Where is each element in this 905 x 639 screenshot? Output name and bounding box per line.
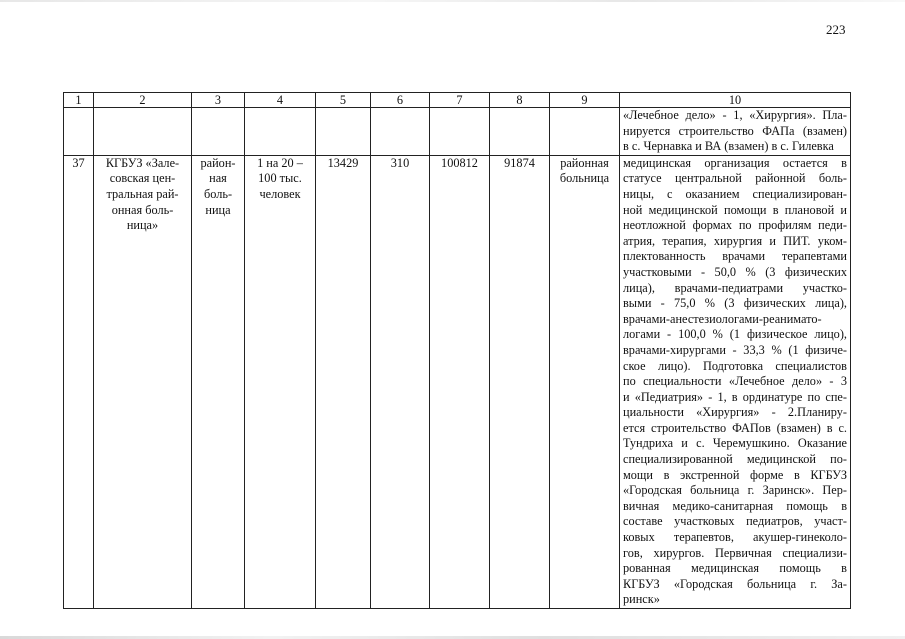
header-cell: 8 bbox=[490, 93, 550, 108]
empty-cell bbox=[245, 108, 316, 156]
description-line: Тундриха и с. Черемушкино. Оказание bbox=[623, 436, 847, 451]
population-norm-cell bbox=[245, 155, 316, 608]
description-line: по специальности «Лечебное дело» - 3 bbox=[623, 374, 847, 389]
organization-type-line: район- bbox=[200, 155, 236, 170]
organization-name-line: совская цен- bbox=[109, 171, 176, 186]
page-number: 223 bbox=[826, 22, 846, 37]
organization-type-line: ница bbox=[205, 202, 231, 217]
header-cell: 7 bbox=[430, 93, 490, 108]
scan-edge-top bbox=[0, 0, 905, 2]
description-line: выми - 75,0 % (3 физических лица), bbox=[623, 296, 847, 311]
description-line: рованная медицинская помощь в bbox=[623, 561, 847, 576]
header-cell: 4 bbox=[245, 93, 316, 108]
header-cell: 2 bbox=[94, 93, 192, 108]
hospital-type-cell bbox=[550, 155, 620, 608]
description-line: циальности «Хирургия» - 2.Планиру- bbox=[623, 405, 847, 420]
empty-cell bbox=[64, 108, 94, 156]
carryover-description-cell bbox=[620, 108, 851, 156]
description-line: статусе центральной районной боль- bbox=[623, 171, 847, 186]
header-cell: 5 bbox=[316, 93, 371, 108]
header-cell: 6 bbox=[371, 93, 430, 108]
description-line: и «Педиатрия» - 1, в ординатуре по спе- bbox=[623, 389, 847, 404]
description-line: ной медицинской помощи в плановой и bbox=[623, 202, 847, 217]
table-row-37 bbox=[64, 155, 851, 608]
empty-cell bbox=[430, 108, 490, 156]
value-cell-col7: 100812 bbox=[430, 155, 490, 608]
description-line: участковыми - 50,0 % (3 физических bbox=[623, 264, 847, 279]
organization-type-cell bbox=[192, 155, 245, 608]
carryover-text-line: в с. Чернавка и ВА (взамен) в с. Гилевка bbox=[623, 139, 834, 154]
population-norm-line: 1 на 20 – bbox=[257, 155, 303, 170]
table-row-carryover bbox=[64, 108, 851, 156]
description-line: КГБУЗ «Городская больница г. За- bbox=[623, 576, 847, 591]
description-line: атрия, терапия, хирургия и ПИТ. уком- bbox=[623, 233, 847, 248]
header-cell: 10 bbox=[620, 93, 851, 108]
empty-cell bbox=[371, 108, 430, 156]
description-line: «Городская больница г. Заринск». Пер- bbox=[623, 483, 847, 498]
value-cell-col8: 91874 bbox=[490, 155, 550, 608]
description-line: лица), врачами-педиатрами участко- bbox=[623, 280, 847, 295]
hospital-type-line: районная bbox=[560, 155, 609, 170]
carryover-text-line: нируется строительство ФАПа (взамен) bbox=[623, 123, 847, 138]
header-cell: 9 bbox=[550, 93, 620, 108]
description-line: ковых терапевтов, акушер-гинеколо- bbox=[623, 530, 847, 545]
organization-type-line: ная bbox=[209, 171, 227, 186]
description-line: логами - 100,0 % (1 физическое лицо), bbox=[623, 327, 847, 342]
header-cell: 1 bbox=[64, 93, 94, 108]
description-line: неотложной формах по профилям педи- bbox=[623, 218, 847, 233]
description-line: медицинская организация остается в bbox=[623, 155, 847, 170]
value-cell-col5: 13429 bbox=[316, 155, 371, 608]
description-line: ринск» bbox=[623, 592, 660, 607]
header-cell: 3 bbox=[192, 93, 245, 108]
description-line: врачами-хирургами - 33,3 % (1 физиче- bbox=[623, 342, 847, 357]
carryover-text-line: «Лечебное дело» - 1, «Хирургия». Пла- bbox=[623, 108, 847, 122]
description-cell bbox=[620, 155, 851, 608]
description-line: вичная медико-санитарная помощь в bbox=[623, 498, 847, 513]
organization-name-line: КГБУЗ «Зале- bbox=[105, 155, 180, 170]
organization-name-line: онная боль- bbox=[111, 202, 174, 217]
description-line: специализированной медицинской по- bbox=[623, 452, 847, 467]
population-norm-line: человек bbox=[259, 186, 301, 201]
organization-name-cell bbox=[94, 155, 192, 608]
row-number-cell: 37 bbox=[64, 155, 94, 608]
empty-cell bbox=[94, 108, 192, 156]
description-line: врачами-анестезиологами-реанимато- bbox=[623, 311, 822, 326]
value-cell-col6: 310 bbox=[371, 155, 430, 608]
description-line: плектованность врачами терапевтами bbox=[623, 249, 847, 264]
empty-cell bbox=[316, 108, 371, 156]
description-line: ется строительство ФАПов (взамен) в с. bbox=[623, 420, 847, 435]
empty-cell bbox=[550, 108, 620, 156]
description-line: ское лицо). Подготовка специалистов bbox=[623, 358, 847, 373]
empty-cell bbox=[192, 108, 245, 156]
organization-type-line: боль- bbox=[203, 186, 233, 201]
description-line: мощи в экстренной форме в КГБУЗ bbox=[623, 467, 847, 482]
description-line: составе участковых педиатров, участ- bbox=[623, 514, 847, 529]
organization-name-line: ница» bbox=[126, 218, 159, 233]
hospital-type-line: больница bbox=[559, 171, 610, 186]
organization-name-line: тральная рай- bbox=[106, 186, 179, 201]
table-header-row bbox=[64, 93, 851, 108]
description-line: ницы, с оказанием специализирован- bbox=[623, 186, 847, 201]
population-norm-line: 100 тыс. bbox=[258, 171, 302, 186]
empty-cell bbox=[490, 108, 550, 156]
description-line: гов, хирургов. Первичная специализи- bbox=[623, 545, 847, 560]
document-table bbox=[63, 92, 851, 609]
